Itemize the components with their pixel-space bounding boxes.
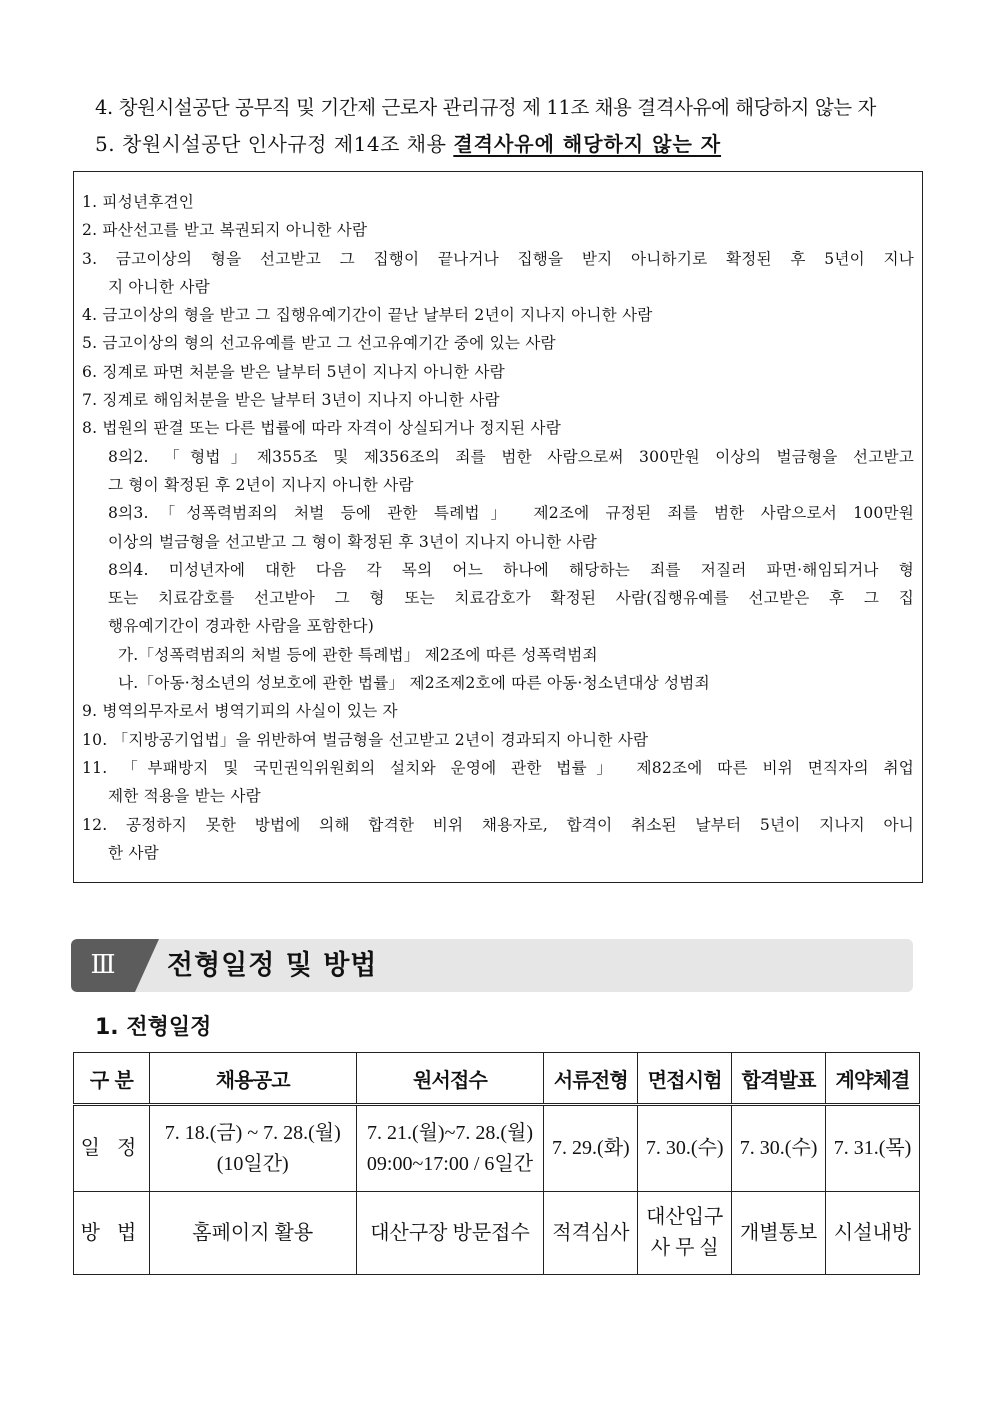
row-label: 방 법 — [74, 1192, 150, 1275]
table-header-cell: 계약체결 — [826, 1053, 920, 1105]
cell-line: 대산입구 — [646, 1206, 724, 1228]
table-cell: 시설내방 — [826, 1192, 920, 1275]
table-header-cell: 원서접수 — [356, 1053, 544, 1105]
cell-line: 사 무 실 — [650, 1237, 719, 1259]
list-item-line: 그 형이 확정된 후 2년이 지나지 아니한 사람 — [108, 475, 414, 494]
table-cell: 7. 30.(수) — [638, 1105, 732, 1192]
list-item-line: 지 아니한 사람 — [108, 277, 210, 296]
list-item — [82, 499, 914, 556]
table-header-cell: 면접시험 — [638, 1053, 732, 1105]
list-item-line: 3. 금고이상의 형을 선고받고 그 집행이 끝나거나 집행을 받지 아니하기로 확정된 후 5년이 지나 — [82, 249, 914, 268]
schedule-table — [73, 1052, 920, 1275]
table-cell: 7. 29.(화) — [544, 1105, 638, 1192]
table-row — [74, 1105, 920, 1192]
table-cell: 대산구장 방문접수 — [356, 1192, 544, 1275]
list-item-line: 8의4. 미성년자에 대한 다음 각 목의 어느 하나에 해당하는 죄를 저질러 파면·해임되거나 형 — [108, 560, 914, 579]
list-item: 나.「아동·청소년의 성보호에 관한 법률」 제2조제2호에 따른 아동·청소년대상 성범죄 — [118, 674, 710, 693]
section-number: Ⅲ — [71, 939, 135, 992]
list-item: 4. 금고이상의 형을 받고 그 집행유예기간이 끝난 날부터 2년이 지나지 아니한 사람 — [82, 306, 653, 325]
requirement-item-5-text: 5. 창원시설공단 인사규정 제14조 채용 — [95, 132, 454, 156]
cell-line: 7. 21.(월)~7. 28.(월) — [366, 1121, 534, 1144]
requirement-item-5 — [95, 128, 721, 157]
table-header-row — [74, 1053, 920, 1105]
list-item: 9. 병역의무자로서 병역기피의 사실이 있는 자 — [82, 702, 398, 721]
list-item-line: 이상의 벌금형을 선고받고 그 형이 확정된 후 3년이 지나지 아니한 사람 — [108, 532, 598, 551]
list-item-line: 8의3.「성폭력범죄의 처벌 등에 관한 특례법」 제2조에 규정된 죄를 범한 사람으로서 100만원 — [108, 504, 914, 523]
list-item: 7. 징계로 해임처분을 받은 날부터 3년이 지나지 아니한 사람 — [82, 391, 500, 410]
list-item — [82, 811, 914, 868]
table-header-cell: 구 분 — [74, 1053, 150, 1105]
list-item-line: 제한 적용을 받는 사람 — [108, 787, 261, 806]
list-item — [82, 556, 914, 641]
section-title: 전형일정 및 방법 — [167, 950, 378, 981]
row-label: 일 정 — [74, 1105, 150, 1192]
table-header-cell: 서류전형 — [544, 1053, 638, 1105]
subsection-title: 1. 전형일정 — [95, 1015, 212, 1040]
disqualification-box — [73, 171, 923, 883]
list-item: 10. 「지방공기업법」을 위반하여 벌금형을 선고받고 2년이 경과되지 아니한 사람 — [82, 730, 649, 749]
cell-line: 09:00~17:00 / 6일간 — [366, 1152, 534, 1175]
list-item — [82, 443, 914, 500]
table-cell: 7. 31.(목) — [826, 1105, 920, 1192]
table-header-cell: 채용공고 — [149, 1053, 356, 1105]
cell-line: 7. 18.(금) ~ 7. 28.(월) — [164, 1121, 341, 1144]
table-cell — [149, 1105, 356, 1192]
list-item: 5. 금고이상의 형의 선고유예를 받고 그 선고유예기간 중에 있는 사람 — [82, 334, 556, 353]
list-item: 가.「성폭력범죄의 처벌 등에 관한 특례법」 제2조에 따른 성폭력범죄 — [118, 645, 598, 664]
table-cell — [356, 1105, 544, 1192]
list-item-line: 행유예기간이 경과한 사람을 포함한다) — [108, 617, 374, 636]
cell-line: (10일간) — [216, 1152, 289, 1175]
list-item: 2. 파산선고를 받고 복권되지 아니한 사람 — [82, 221, 368, 240]
table-row — [74, 1192, 920, 1275]
table-cell: 홈페이지 활용 — [149, 1192, 356, 1275]
table-cell: 적격심사 — [544, 1192, 638, 1275]
list-item — [82, 754, 914, 811]
list-item: 8. 법원의 판결 또는 다른 법률에 따라 자격이 상실되거나 정지된 사람 — [82, 419, 561, 438]
table-cell: 7. 30.(수) — [732, 1105, 826, 1192]
disqualification-list — [82, 188, 914, 867]
list-item-line: 11. 「부패방지 및 국민권익위원회의 설치와 운영에 관한 법률」 제82조에 따른 비위 면직자의 취업 — [82, 758, 914, 777]
list-item-line: 12. 공정하지 못한 방법에 의해 합격한 비위 채용자로, 합격이 취소된 날부터 5년이 지나지 아니 — [82, 815, 914, 834]
list-item — [82, 245, 914, 302]
section-header — [71, 939, 913, 992]
section-number-notch — [135, 939, 159, 992]
list-item-line: 8의2. 「형법」제355조 및 제356조의 죄를 범한 사람으로써 300만원 이상의 벌금형을 선고받고 — [108, 447, 914, 466]
list-item: 6. 징계로 파면 처분을 받은 날부터 5년이 지나지 아니한 사람 — [82, 362, 505, 381]
list-item: 1. 피성년후견인 — [82, 193, 195, 211]
list-item-line: 한 사람 — [108, 843, 159, 862]
requirement-item-4: 4. 창원시설공단 공무직 및 기간제 근로자 관리규정 제 11조 채용 결격사유에 해당하지 않는 자 — [95, 96, 876, 119]
table-header-cell: 합격발표 — [732, 1053, 826, 1105]
table-cell: 개별통보 — [732, 1192, 826, 1275]
table-cell — [638, 1192, 732, 1275]
list-item-line: 또는 치료감호를 선고받아 그 형 또는 치료감호가 확정된 사람(집행유예를 선고받은 후 그 집 — [108, 589, 914, 608]
requirement-item-5-emphasis: 결격사유에 해당하지 않는 자 — [453, 132, 722, 156]
